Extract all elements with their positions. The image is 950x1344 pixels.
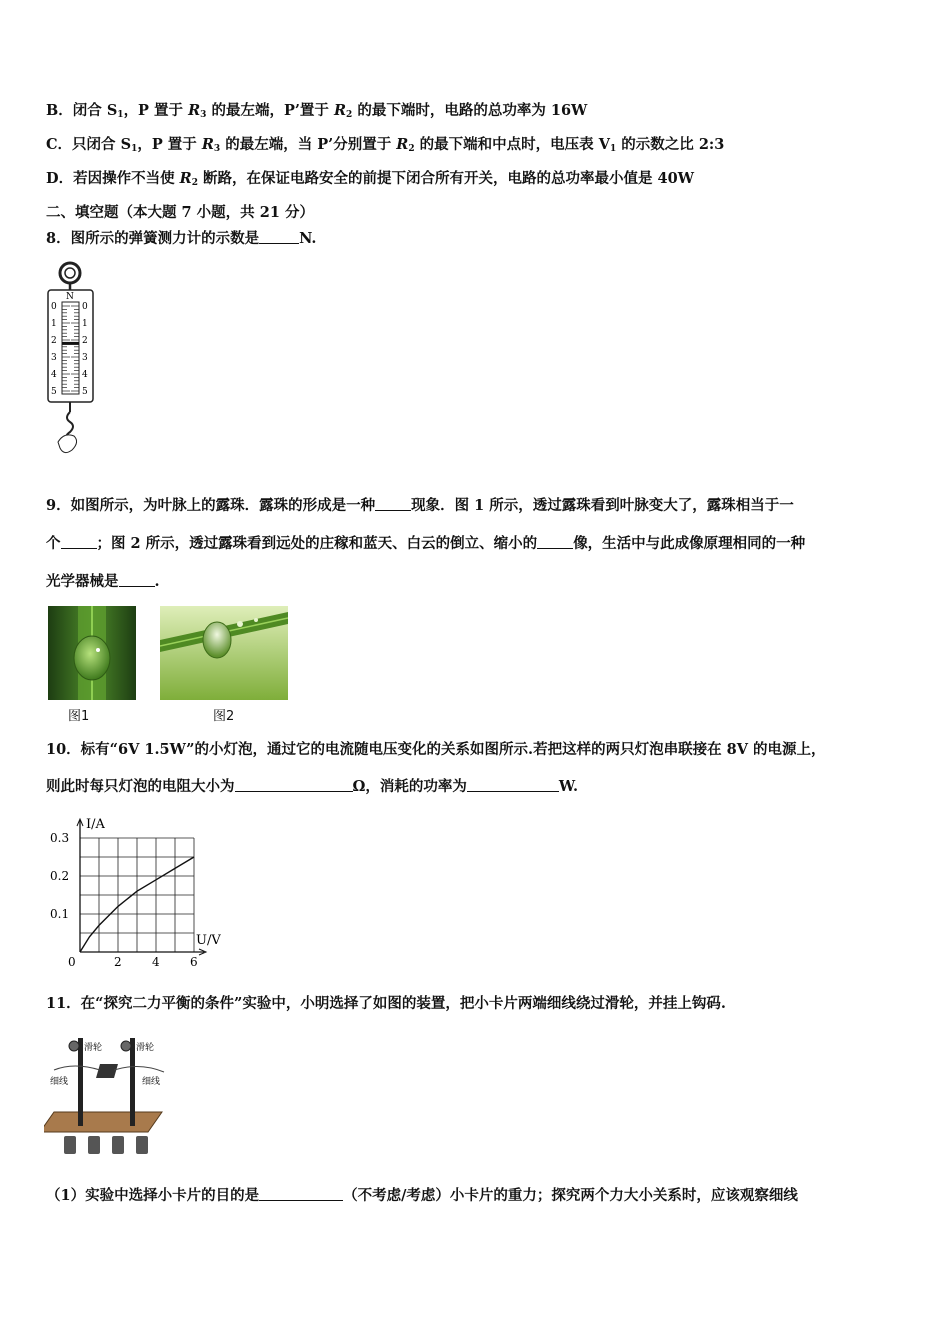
- pulley-left-label: 滑轮: [84, 1043, 103, 1053]
- scale-track: [62, 302, 79, 394]
- q9-blank-1[interactable]: [375, 496, 411, 511]
- iu-chart: [48, 812, 238, 972]
- origin-label: 0: [68, 955, 76, 969]
- q7-option-c: C．只闭合 $S_1$，P 置于 $R_3$ 的最左端，当 P’分别置于 $R_2$ 的最下端和中点时，电压表 $V_1$ 的示数之比 2:3: [46, 136, 725, 154]
- q9-blank-2[interactable]: [61, 534, 97, 549]
- fig1-caption: 图1: [68, 709, 90, 724]
- left-post: [78, 1038, 83, 1126]
- q10-blank-1[interactable]: [235, 777, 353, 792]
- dew-photo-1: [48, 606, 136, 700]
- q9-blank-4[interactable]: [119, 572, 155, 587]
- q9-line2: 个 ；图 2 所示，透过露珠看到远处的庄稼和蓝天、白云的倒立、缩小的 像，生活中与此成像原理相同的一种: [46, 535, 806, 552]
- spring-scale-figure: [40, 260, 104, 470]
- scale-unit: N: [66, 292, 74, 302]
- q11-sub1: （1）实验中选择小卡片的目的是 （不考虑/考虑）小卡片的重力；探究两个力大小关系时，应该观察细线: [46, 1187, 798, 1204]
- y-tick-label: 0.2: [50, 869, 70, 883]
- hand-icon: [58, 435, 77, 453]
- base-board: [44, 1112, 162, 1132]
- x-tick-label: 2: [114, 955, 122, 969]
- q10-line2: 则此时每只灯泡的电阻大小为 Ω，消耗的功率为 W.: [46, 778, 578, 795]
- right-post: [130, 1038, 135, 1126]
- q10-line1: 10．标有“6V 1.5W”的小灯泡，通过它的电流随电压变化的关系如图所示.若把这样的两只灯泡串联接在 8V 的电源上，: [46, 741, 826, 758]
- scale-label-left: 1: [51, 319, 57, 329]
- fig2-caption: 图2: [213, 709, 235, 724]
- q8-text: 8．图所示的弹簧测力计的示数是 N.: [46, 230, 317, 247]
- scale-label-left: 5: [51, 387, 57, 397]
- q8-answer-blank[interactable]: [259, 229, 299, 244]
- y-tick-label: 0.1: [50, 907, 70, 921]
- scale-label-left: 3: [51, 353, 57, 363]
- string-right-label: 细线: [142, 1077, 161, 1087]
- section-title: 二、填空题（本大题 7 小题，共 21 分）: [46, 204, 314, 221]
- x-axis-label: U/V: [196, 933, 221, 948]
- scale-ring: [60, 263, 80, 283]
- weights-row: [64, 1136, 148, 1154]
- q10-blank-2[interactable]: [467, 777, 559, 792]
- q9-line3: 光学器械是 .: [46, 573, 160, 590]
- string-left-label: 细线: [50, 1077, 69, 1087]
- small-card: [96, 1064, 118, 1078]
- scale-label-right: 2: [82, 336, 88, 346]
- q9-line1: 9．如图所示，为叶脉上的露珠．露珠的形成是一种 现象．图 1 所示，透过露珠看到叶脉变大了，露珠相当于一: [46, 497, 794, 514]
- pulley-right-icon: [121, 1041, 131, 1051]
- pulley-left-icon: [69, 1041, 79, 1051]
- dew-drop-2: [203, 622, 231, 658]
- scale-label-left: 4: [51, 370, 57, 380]
- scale-label-right: 0: [82, 302, 88, 312]
- two-force-balance-figure: [44, 1030, 174, 1162]
- q9-blank-3[interactable]: [537, 534, 573, 549]
- y-tick-label: 0.3: [50, 831, 70, 845]
- weight: [136, 1136, 148, 1154]
- scale-label-left: 2: [51, 336, 57, 346]
- scale-label-right: 4: [82, 370, 88, 380]
- weight: [112, 1136, 124, 1154]
- dew-photo-2: [160, 606, 288, 700]
- x-tick-label: 6: [190, 955, 198, 969]
- q7-option-b: B．闭合 $S_1$，P 置于 $R_3$ 的最左端，P’置于 $R_2$ 的最下端时，电路的总功率为 16W: [46, 102, 588, 120]
- y-axis-label: I/A: [86, 817, 105, 832]
- scale-pointer: [62, 342, 79, 345]
- scale-label-right: 5: [82, 387, 88, 397]
- scale-label-right: 3: [82, 353, 88, 363]
- scale-label-left: 0: [51, 302, 57, 312]
- q7-option-d: D．若因操作不当使 $R_2$ 断路，在保证电路安全的前提下闭合所有开关，电路的总功率最小值是 40W: [46, 170, 695, 188]
- q11-blank-1[interactable]: [259, 1186, 343, 1201]
- weight: [88, 1136, 100, 1154]
- q11-line1: 11．在“探究二力平衡的条件”实验中，小明选择了如图的装置，把小卡片两端细线绕过滑轮，并挂上钩码.: [46, 995, 726, 1012]
- weight: [64, 1136, 76, 1154]
- x-tick-label: 4: [152, 955, 160, 969]
- dew-drop-1: [74, 636, 110, 680]
- scale-label-right: 1: [82, 319, 88, 329]
- pulley-right-label: 滑轮: [136, 1043, 155, 1053]
